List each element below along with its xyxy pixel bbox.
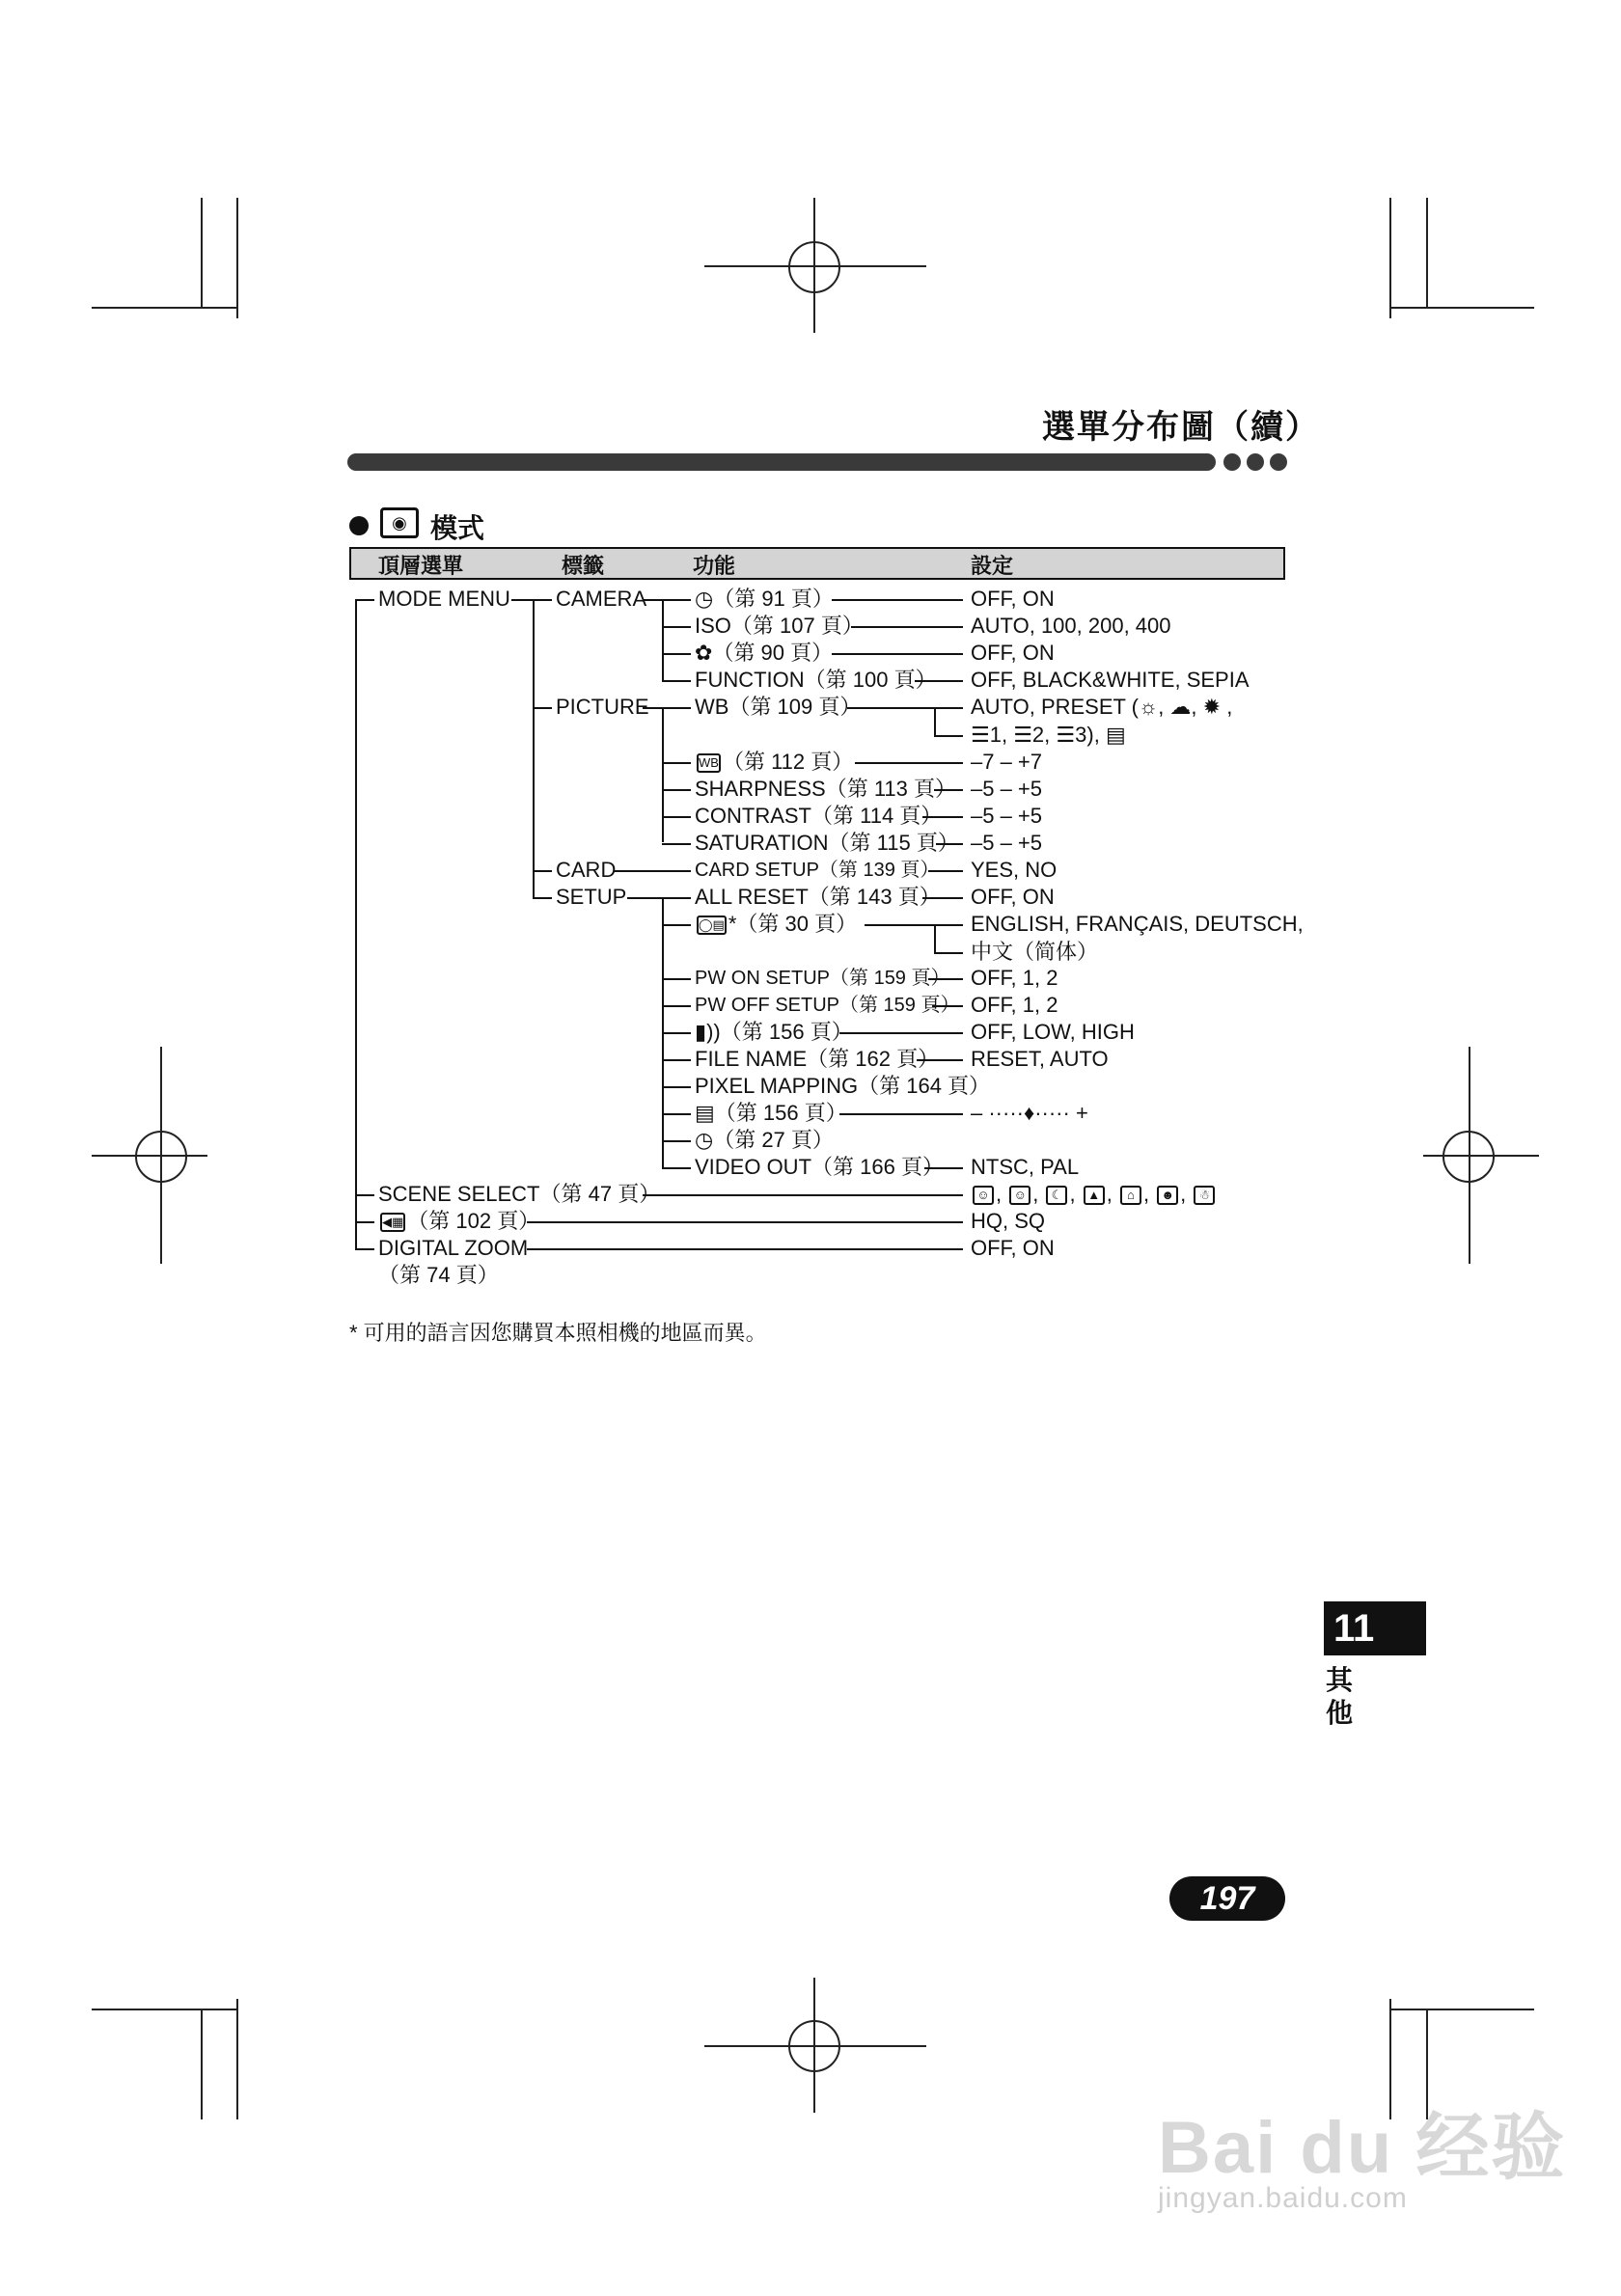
setting-function: OFF, BLACK&WHITE, SEPIA — [971, 668, 1250, 692]
tree-line — [355, 599, 357, 1249]
setting-monitor-brightness: – ·····♦····· + — [971, 1101, 1088, 1125]
connector-line — [934, 735, 963, 737]
tree-line — [662, 843, 691, 845]
function-self-timer: ◷（第 91 頁） — [695, 587, 834, 611]
tree-line — [662, 816, 691, 818]
tree-line — [643, 707, 691, 709]
fluorescent-2-icon: ☰2 — [1013, 723, 1045, 747]
top-menu-scene-select: SCENE SELECT（第 47 頁） — [378, 1182, 661, 1206]
tree-line — [662, 1113, 691, 1115]
setting-wb-line2: ☰1, ☰2, ☰3), ▤ — [971, 723, 1126, 747]
setting-wb-compensation: –7 – +7 — [971, 750, 1043, 774]
section-bullet — [349, 516, 369, 535]
function-contrast: CONTRAST（第 114 頁） — [695, 804, 943, 828]
function-clock: ◷（第 27 頁） — [695, 1128, 834, 1152]
tree-line — [355, 1248, 374, 1250]
crop-mark — [201, 2009, 203, 2119]
section-title: 模式 — [430, 513, 485, 543]
tree-line — [662, 924, 691, 926]
self-portrait-scene-icon: ☻ — [1157, 1186, 1178, 1205]
function-card-setup: CARD SETUP（第 139 頁） — [695, 860, 940, 881]
tree-line — [355, 1221, 374, 1223]
tree-line — [533, 870, 552, 872]
function-pw-on-setup: PW ON SETUP（第 159 頁） — [695, 968, 950, 989]
column-header-function: 功能 — [693, 554, 736, 578]
function-file-name: FILE NAME（第 162 頁） — [695, 1047, 940, 1071]
tree-line — [662, 653, 691, 655]
tree-line — [614, 870, 691, 872]
connector-line — [934, 707, 963, 709]
setting-wb: AUTO, PRESET (☼, ☁, ✹ , — [971, 695, 1233, 719]
tree-line — [662, 1167, 691, 1169]
tree-line — [662, 1086, 691, 1088]
connector-line — [865, 924, 934, 926]
tree-line — [533, 897, 552, 899]
watermark-logo: Bai du 经验 — [1158, 2107, 1567, 2189]
function-pw-off-setup: PW OFF SETUP（第 159 頁） — [695, 995, 960, 1016]
setting-volume: OFF, LOW, HIGH — [971, 1020, 1135, 1044]
crop-mark — [1426, 198, 1428, 309]
column-header-tab: 標籤 — [562, 554, 605, 578]
function-monitor-brightness: ▤（第 156 頁） — [695, 1101, 847, 1125]
top-menu-quality — [378, 1209, 539, 1234]
fluorescent-1-icon: ☰1 — [971, 723, 1002, 747]
tree-line — [662, 707, 664, 842]
tree-line — [355, 1194, 374, 1196]
crop-mark — [1389, 307, 1534, 309]
function-video-out: VIDEO OUT（第 166 頁） — [695, 1155, 944, 1179]
page-number: 197 — [1169, 1876, 1285, 1921]
fluorescent-3-icon: ☰3 — [1056, 723, 1087, 747]
setting-all-reset: OFF, ON — [971, 885, 1055, 909]
function-wb: WB（第 109 頁） — [695, 695, 862, 719]
setting-card-setup: YES, NO — [971, 858, 1058, 882]
setting-pw-off: OFF, 1, 2 — [971, 993, 1058, 1017]
quality-page: （第 102 頁） — [407, 1209, 540, 1233]
footnote: * 可用的語言因您購買本照相機的地區而異。 — [349, 1321, 767, 1345]
indoor-scene-icon: ⌂ — [1120, 1186, 1141, 1205]
header-dot — [1270, 453, 1287, 471]
one-touch-wb-icon: ▤ — [1105, 723, 1126, 747]
tree-line — [643, 599, 691, 601]
connector-line — [839, 1113, 963, 1115]
tree-line — [662, 762, 691, 764]
crop-mark — [201, 198, 203, 309]
chapter-label: 其他 — [1326, 1665, 1354, 1728]
crop-mark — [92, 2009, 236, 2010]
setting-quality: HQ, SQ — [971, 1209, 1046, 1233]
setting-video-out: NTSC, PAL — [971, 1155, 1080, 1179]
tree-line — [627, 897, 691, 899]
function-function: FUNCTION（第 100 頁） — [695, 668, 937, 692]
tree-line — [662, 789, 691, 791]
crop-mark — [236, 1999, 238, 2119]
connector-line — [851, 626, 963, 628]
clock-icon: ◷ — [695, 1128, 714, 1152]
cloudy-icon: ☁ — [1169, 695, 1192, 719]
header-dot — [1223, 453, 1241, 471]
function-language: ◯▤ *（第 30 頁） — [699, 912, 858, 936]
crop-mark — [92, 307, 236, 309]
speaker-icon: ▮)) — [695, 1020, 721, 1044]
connector-line — [934, 924, 963, 926]
page-header-title: 選單分布圖（續） — [1042, 409, 1320, 446]
connector-line — [934, 707, 936, 736]
setting-digital-zoom: OFF, ON — [971, 1236, 1055, 1260]
setting-language-line2: 中文（简体） — [971, 940, 1099, 964]
registration-circle — [135, 1131, 187, 1183]
tab-picture: PICTURE — [556, 695, 649, 719]
table-header — [349, 547, 1285, 580]
tree-line — [662, 1005, 691, 1007]
landscape-scene-icon: ▲ — [1084, 1186, 1105, 1205]
tree-line — [533, 707, 552, 709]
connector-line — [527, 1248, 963, 1250]
crop-mark — [236, 198, 238, 318]
function-volume: ▮))（第 156 頁） — [695, 1020, 853, 1044]
header-dot — [1247, 453, 1264, 471]
function-iso: ISO（第 107 頁） — [695, 614, 864, 638]
tungsten-icon: ✹ — [1202, 695, 1222, 719]
setting-macro: OFF, ON — [971, 641, 1055, 665]
connector-line — [643, 1194, 963, 1196]
tree-line — [511, 599, 552, 601]
tab-camera: CAMERA — [556, 587, 647, 611]
self-timer-icon: ◷ — [695, 587, 714, 611]
connector-line — [832, 599, 963, 601]
sunny-icon: ☼ — [1139, 695, 1159, 719]
tree-line — [662, 1032, 691, 1034]
registration-circle — [1442, 1131, 1495, 1183]
function-sharpness: SHARPNESS（第 113 頁） — [695, 777, 957, 801]
setting-sharpness: –5 – +5 — [971, 777, 1043, 801]
language-icon: ◯▤ — [697, 916, 727, 935]
top-menu-digital-zoom-page: （第 74 頁） — [378, 1263, 499, 1287]
tree-line — [662, 680, 691, 682]
monitor-brightness-icon: ▤ — [695, 1101, 715, 1125]
registration-circle — [788, 2020, 840, 2072]
connector-line — [855, 762, 963, 764]
super-macro-icon: ✿ — [695, 641, 713, 665]
tree-line — [533, 599, 535, 898]
column-header-top-menu: 頂層選單 — [378, 554, 464, 578]
night-scene-icon: ☾ — [1046, 1186, 1067, 1205]
tree-line — [662, 1140, 691, 1142]
top-menu-digital-zoom: DIGITAL ZOOM — [378, 1236, 529, 1260]
setting-self-timer: OFF, ON — [971, 587, 1055, 611]
landscape-portrait-scene-icon: ☺ — [1009, 1186, 1030, 1205]
tree-line — [662, 626, 691, 628]
connector-line — [832, 653, 963, 655]
crop-mark — [1389, 2009, 1534, 2010]
function-macro: ✿（第 90 頁） — [695, 641, 834, 665]
function-wb-compensation: WB （第 112 頁） — [699, 750, 854, 774]
connector-line — [934, 952, 963, 954]
tree-line — [662, 978, 691, 980]
header-rule — [347, 453, 1216, 471]
watermark-url: jingyan.baidu.com — [1158, 2182, 1408, 2214]
function-saturation: SATURATION（第 115 頁） — [695, 831, 959, 855]
setting-iso: AUTO, 100, 200, 400 — [971, 614, 1171, 638]
setting-language: ENGLISH, FRANÇAIS, DEUTSCH, — [971, 912, 1304, 936]
top-menu-mode-menu: MODE MENU — [378, 587, 510, 611]
setting-pw-on: OFF, 1, 2 — [971, 966, 1058, 990]
sports-scene-icon: ☃ — [1194, 1186, 1215, 1205]
connector-line — [934, 924, 936, 953]
column-header-setting: 設定 — [971, 554, 1014, 578]
tab-setup: SETUP — [556, 885, 627, 909]
setting-file-name: RESET, AUTO — [971, 1047, 1109, 1071]
setting-contrast: –5 – +5 — [971, 804, 1043, 828]
wb-compensation-icon: WB — [697, 753, 721, 773]
tree-line — [662, 599, 664, 680]
crop-mark — [1389, 198, 1391, 318]
quality-icon: ◀▦ — [380, 1213, 405, 1232]
movie-mode-icon: ◉ — [380, 507, 419, 538]
tree-line — [355, 599, 374, 601]
tab-card: CARD — [556, 858, 617, 882]
connector-line — [839, 1032, 963, 1034]
function-all-reset: ALL RESET（第 143 頁） — [695, 885, 941, 909]
setting-scene-select: ☺ , ☺ , ☾ , ▲ , ⌂ , ☻ , ☃ — [971, 1182, 1217, 1207]
tree-line — [662, 1059, 691, 1061]
registration-circle — [788, 241, 840, 293]
portrait-scene-icon: ☺ — [973, 1186, 994, 1205]
connector-line — [527, 1221, 963, 1223]
setting-saturation: –5 – +5 — [971, 831, 1043, 855]
chapter-number: 11 — [1324, 1601, 1426, 1655]
function-pixel-mapping: PIXEL MAPPING（第 164 頁） — [695, 1074, 991, 1098]
